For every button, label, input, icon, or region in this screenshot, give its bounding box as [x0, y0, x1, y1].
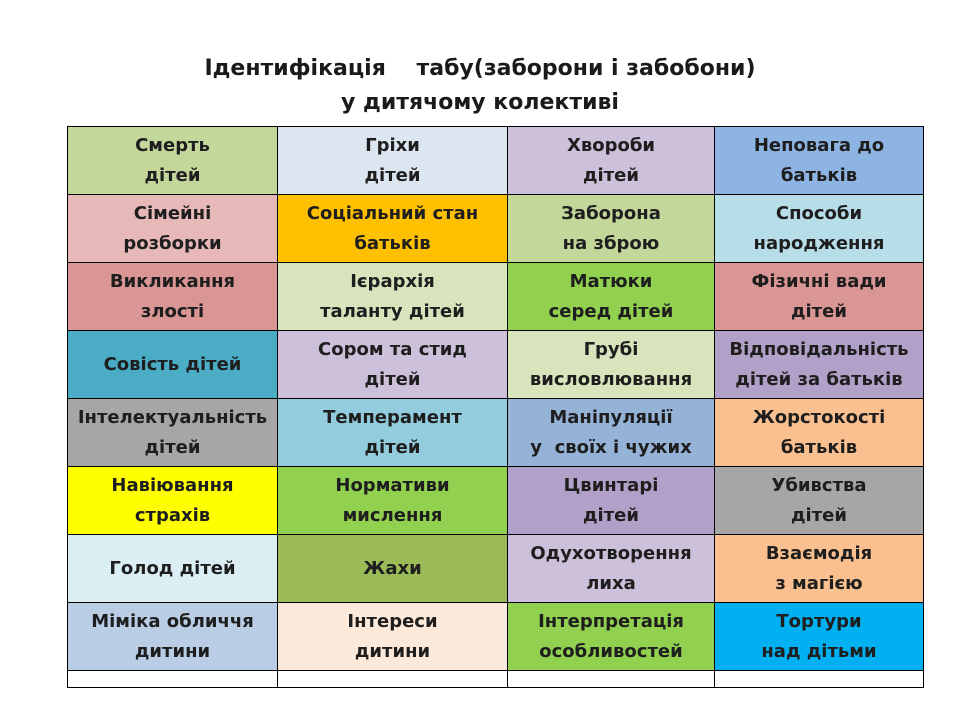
table-cell [508, 603, 715, 671]
cell-label: Соціальний стан батьків [306, 202, 479, 254]
table-cell [278, 127, 508, 195]
table-cell [278, 331, 508, 399]
cell-label: Грубі висловлювання [529, 338, 693, 390]
cell-label: Тортури над дітьми [761, 610, 877, 662]
table-row [68, 127, 924, 195]
cell-label: Убивства дітей [771, 474, 867, 526]
table-cell [68, 603, 278, 671]
table-cell [715, 467, 924, 535]
table-cell [68, 127, 278, 195]
table-cell [278, 399, 508, 467]
table-row [68, 603, 924, 671]
table-cell [508, 399, 715, 467]
cell-label: Фізичні вади дітей [751, 270, 887, 322]
cell-label: Гріхи дітей [364, 134, 421, 186]
cell-label: Інтелектуальність дітей [77, 406, 268, 458]
cell-label: Міміка обличчя дитини [91, 610, 254, 662]
table-cell [715, 399, 924, 467]
table-cell [508, 195, 715, 263]
cell-label: Голод дітей [109, 557, 236, 579]
cell-label: Совість дітей [103, 353, 242, 375]
cell-label: Інтерпретація особливостей [538, 610, 684, 662]
table-row [68, 195, 924, 263]
table-row [68, 467, 924, 535]
cell-label: Сором та стид дітей [318, 338, 467, 390]
cell-label: Нормативи мислення [335, 474, 450, 526]
cell-label: Інтереси дитини [347, 610, 438, 662]
cell-label: Викликання злості [109, 270, 236, 322]
cell-label: Навіювання страхів [111, 474, 234, 526]
table-cell [715, 331, 924, 399]
table-cell [715, 535, 924, 603]
cell-label: Цвинтарі дітей [563, 474, 659, 526]
table-row [68, 331, 924, 399]
cell-label: Ієрархія таланту дітей [320, 270, 465, 322]
cell-label: Заборона на зброю [561, 202, 661, 254]
table-cell [278, 603, 508, 671]
table-cell [278, 535, 508, 603]
table-row-empty [68, 671, 924, 688]
table-cell [715, 263, 924, 331]
table-cell [68, 263, 278, 331]
empty-cell [715, 671, 924, 688]
cell-label: Жорстокості батьків [752, 406, 886, 458]
cell-label: Неповага до батьків [753, 134, 885, 186]
table-cell [278, 263, 508, 331]
cell-label: Темперамент дітей [323, 406, 462, 458]
empty-cell [508, 671, 715, 688]
table-cell [68, 535, 278, 603]
table-cell [278, 467, 508, 535]
table-cell [508, 467, 715, 535]
table-row [68, 263, 924, 331]
cell-label: Смерть дітей [135, 134, 210, 186]
cell-label: Маніпуляції у своїх і чужих [530, 406, 692, 458]
taboo-table [67, 126, 924, 688]
table-cell [68, 467, 278, 535]
table-cell [715, 195, 924, 263]
table-cell [715, 603, 924, 671]
empty-cell [278, 671, 508, 688]
table-row [68, 535, 924, 603]
cell-label: Відповідальність дітей за батьків [729, 338, 909, 390]
table-cell [508, 263, 715, 331]
table-row [68, 399, 924, 467]
table-cell [508, 127, 715, 195]
cell-label: Сімейні розборки [123, 202, 222, 254]
table-cell [68, 331, 278, 399]
cell-label: Взаємодія з магією [765, 542, 873, 594]
cell-label: Способи народження [753, 202, 885, 254]
table-cell [68, 195, 278, 263]
cell-label: Жахи [363, 557, 422, 579]
page-title: Ідентифікація табу(заборони і забобони) у дитячому колективі [204, 56, 756, 115]
empty-cell [68, 671, 278, 688]
table-cell [278, 195, 508, 263]
table-cell [508, 331, 715, 399]
cell-label: Хвороби дітей [566, 134, 656, 186]
table-cell [68, 399, 278, 467]
cell-label: Матюки серед дітей [548, 270, 674, 322]
cell-label: Одухотворення лиха [530, 542, 692, 594]
table-cell [715, 127, 924, 195]
table-cell [508, 535, 715, 603]
